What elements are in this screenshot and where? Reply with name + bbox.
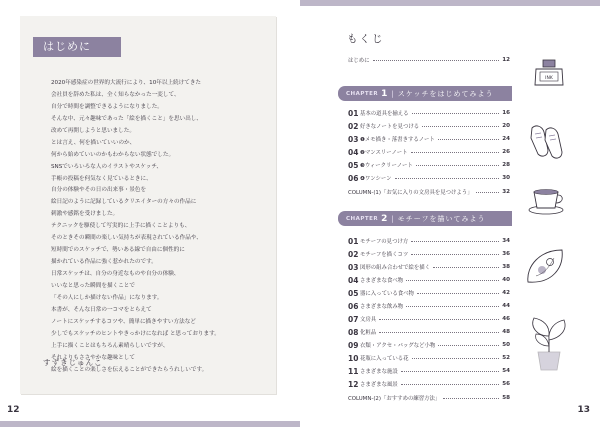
toc-entry-number: 05 <box>348 160 359 170</box>
chapter-2-header[interactable] <box>338 211 512 226</box>
toc-entry[interactable] <box>348 173 510 183</box>
intro-line: SNSでいろいろな人のイラストやスケッチ、 <box>51 163 163 170</box>
toc-entry[interactable] <box>348 236 510 246</box>
intro-line: そのときその瞬間の楽しい気持ちが表現されている作品や、 <box>51 235 202 242</box>
toc-entry-number: 03 <box>348 134 359 144</box>
leader-dots <box>395 178 500 179</box>
toc-entry-label: COLUMN-(2)「おすすめの練習方法」 <box>348 396 441 402</box>
chapter-number: 1 <box>381 88 388 99</box>
toc-entry-page: 32 <box>502 189 510 195</box>
right-page <box>300 0 600 427</box>
intro-line: そんな中、元々趣味であった「絵を描くこと」を思い出し、 <box>51 115 202 122</box>
toc-column-entry[interactable] <box>348 393 510 403</box>
toc-entry-page: 48 <box>502 329 510 335</box>
toc-entry-page: 24 <box>502 136 510 142</box>
intro-line: 刺激や感銘を受けました。 <box>51 211 119 218</box>
intro-line: 「その人にしか描けない作品」になります。 <box>51 294 163 301</box>
toc-entry-intro[interactable] <box>348 55 510 65</box>
intro-body <box>51 78 276 376</box>
toc-entry-page: 12 <box>502 57 510 63</box>
toc-entry[interactable] <box>348 160 510 170</box>
toc-entry-number: 03 <box>348 262 359 272</box>
leader-dots <box>433 267 499 268</box>
toc-entry-page: 44 <box>502 303 510 309</box>
toc-entry[interactable] <box>348 327 510 337</box>
leader-dots <box>406 306 499 307</box>
toc-entry-label: ❸ウィークリーノート <box>360 163 413 169</box>
leader-dots <box>416 165 499 166</box>
intro-line: 2020年感染症の世界的大流行により、10年以上続けてきた <box>51 80 202 86</box>
intro-line: テクニックを駆使して写実的に上手に描くことよりも、 <box>51 223 191 230</box>
leader-dots <box>373 60 500 61</box>
intro-line: 日常スケッチは、自分の身近なものや自分の体験、 <box>51 271 180 277</box>
toc-entry[interactable] <box>348 379 510 389</box>
toc-entry[interactable] <box>348 249 510 259</box>
toc-entry-number: 06 <box>348 173 359 183</box>
intro-line: 会社員を辞めた私は、全く知らなかった一変して、 <box>51 91 180 98</box>
toc-entry[interactable] <box>348 301 510 311</box>
toc-entry-label: さまざまな施設 <box>360 369 398 375</box>
toc-entry[interactable] <box>348 262 510 272</box>
leader-dots <box>401 371 499 372</box>
leader-dots <box>438 345 499 346</box>
toc-entry-number: 09 <box>348 340 359 350</box>
toc-entry-page: 20 <box>502 123 510 129</box>
intro-line: 少しでもスケッチのヒントやきっかけになれば と思っております。 <box>51 330 220 337</box>
potted-plant-icon <box>526 312 572 374</box>
toc-entry-number: 01 <box>348 236 359 246</box>
sneakers-icon <box>526 120 568 164</box>
leader-dots <box>476 192 500 193</box>
author-signature: すずきじゅんこ <box>43 358 103 367</box>
intro-line: 自分で時間を調整できるようになりました。 <box>51 103 163 110</box>
toc-entry-number: 11 <box>348 366 359 376</box>
leader-dots <box>417 293 499 294</box>
toc-entry-number: 08 <box>348 327 359 337</box>
leader-dots <box>438 139 499 140</box>
leader-dots <box>406 280 499 281</box>
toc-entry[interactable] <box>348 353 510 363</box>
toc-entry-page: 50 <box>502 342 510 348</box>
toc-entry-page: 38 <box>502 264 510 270</box>
toc-entry-label: 化粧品 <box>360 330 377 336</box>
toc-entry-number: 04 <box>348 275 359 285</box>
toc-entry-label: 文房具 <box>360 317 377 323</box>
toc-entry-label: モチーフの見つけ方 <box>360 239 409 245</box>
toc-entry-label: COLUMN-(1)「お気に入りの文房具を見つけよう」 <box>348 190 473 196</box>
toc-entry-number: 02 <box>348 121 359 131</box>
toc-entry[interactable] <box>348 340 510 350</box>
intro-line: 短時間でのスケッチで、勢いある線で自由に個性的に <box>51 247 185 254</box>
toc-entry-label: 図形の組み合わせで絵を描く <box>360 265 431 271</box>
bottom-accent-bar <box>0 421 300 427</box>
toc-entry-page: 52 <box>502 355 510 361</box>
toc-entry-label: 衣類・アクセ・バッグなど小物 <box>360 343 436 349</box>
toc-entry-page: 40 <box>502 277 510 283</box>
toc-entry-label: モチーフを描くコツ <box>360 252 409 258</box>
toc-entry-label: さまざまな飲み物 <box>360 304 404 310</box>
leader-dots <box>379 319 499 320</box>
toc-entry-number: 06 <box>348 301 359 311</box>
toc-entry-page: 54 <box>502 368 510 374</box>
coffee-cup-icon <box>526 184 566 216</box>
toc-entry[interactable] <box>348 134 510 144</box>
intro-line: 何から始めていいのかもわからない状態でした。 <box>51 151 175 158</box>
ink-label: INK <box>545 76 553 81</box>
toc-entry-label: 器に入っている食べ物 <box>360 291 414 297</box>
toc-entry-page: 28 <box>502 162 510 168</box>
leader-dots <box>443 398 499 399</box>
toc-entry[interactable] <box>348 121 510 131</box>
intro-line: 上手に描くことはもちろん素晴らしいですが、 <box>51 342 169 349</box>
toc-entry-number: 12 <box>348 379 359 389</box>
chapter-tag: CHAPTER <box>346 215 379 222</box>
toc-entry-number: 01 <box>348 108 359 118</box>
toc-entry[interactable] <box>348 108 510 118</box>
chapter-1-header[interactable] <box>338 86 512 101</box>
toc-title: もくじ <box>347 33 385 45</box>
chapter-separator: | <box>391 214 394 223</box>
toc-entry-label: さまざまな食べ物 <box>360 278 404 284</box>
toc-entry-page: 26 <box>502 149 510 155</box>
toc-entry-page: 46 <box>502 316 510 322</box>
intro-line: 改めて再開しようと思いました。 <box>51 127 135 134</box>
toc-column-entry[interactable] <box>348 187 510 197</box>
intro-line: いいなと思った瞬間を描くことで <box>51 282 135 289</box>
toc-entry-label: さまざまな風景 <box>360 382 398 388</box>
leader-dots <box>411 241 499 242</box>
toc-entry-number: 10 <box>348 353 359 363</box>
intro-line: 絵を描くことの楽しさを伝えることができたらうれしいです。 <box>51 366 208 373</box>
toc-entry-label: ❷マンスリーノート <box>360 150 408 156</box>
toc-entry-label: 好きなノートを見つける <box>360 124 420 130</box>
intro-line: 絵日記のように記録しているクリエイターの方々の作品に <box>51 199 197 206</box>
toc-entry-page: 34 <box>502 238 510 244</box>
leader-dots <box>411 254 499 255</box>
ink-bottle-icon <box>532 58 566 88</box>
leader-dots <box>401 384 499 385</box>
chapter-separator: | <box>391 89 394 98</box>
top-accent-bar <box>300 0 600 6</box>
food-leaf-plate-icon <box>522 244 568 290</box>
intro-line: 手帳の投稿を何気なく見ているときに、 <box>51 175 152 182</box>
toc-entry[interactable] <box>348 147 510 157</box>
intro-line: 描かれている作品に強く惹かれたのです。 <box>51 259 157 266</box>
intro-line: 本書が、そんな日常の一コマをとらえて <box>51 306 152 313</box>
toc-entry-page: 36 <box>502 251 510 257</box>
intro-line: 自分の体験やその日の出来事・景色を <box>51 187 147 194</box>
toc-entry-number: 07 <box>348 314 359 324</box>
leader-dots <box>411 152 500 153</box>
intro-paper <box>20 16 276 394</box>
toc-entry-label: ❶メモ描き・落書きするノート <box>360 137 435 143</box>
toc-entry[interactable] <box>348 288 510 298</box>
toc-entry-label: ❹ワンシーン <box>360 176 392 182</box>
toc-entry[interactable] <box>348 275 510 285</box>
leader-dots <box>412 113 500 114</box>
toc-entry-page: 58 <box>502 395 510 401</box>
leader-dots <box>412 358 500 359</box>
chapter-title: モチーフを描いてみよう <box>397 214 486 223</box>
chapter-title: スケッチをはじめてみよう <box>397 89 494 98</box>
leader-dots <box>379 332 499 333</box>
toc-entry-number: 02 <box>348 249 359 259</box>
intro-line: ノートにスケッチするコツや、簡単に描きやすい方法など <box>51 318 196 325</box>
toc-entry[interactable] <box>348 314 510 324</box>
page-number-right: 13 <box>577 405 590 415</box>
leader-dots <box>422 126 499 127</box>
intro-heading: はじめに <box>33 37 121 57</box>
page-number-left: 12 <box>7 405 20 415</box>
toc-entry-page: 56 <box>502 381 510 387</box>
chapter-tag: CHAPTER <box>346 90 379 97</box>
toc-entry-label: はじめに <box>348 58 370 64</box>
intro-line: とは言え、何を描いていいのか、 <box>51 139 136 146</box>
toc-entry-page: 42 <box>502 290 510 296</box>
toc-entry-label: 基本の道具を揃える <box>360 111 409 117</box>
toc-entry-page: 30 <box>502 175 510 181</box>
toc-entry-label: 花瓶に入っている花 <box>360 356 409 362</box>
toc-entry-number: 05 <box>348 288 359 298</box>
toc-entry-page: 16 <box>502 110 510 116</box>
toc-entry[interactable] <box>348 366 510 376</box>
intro-line: それよりもささやかな趣味として <box>51 354 135 361</box>
toc-entry-number: 04 <box>348 147 359 157</box>
chapter-number: 2 <box>381 213 388 224</box>
